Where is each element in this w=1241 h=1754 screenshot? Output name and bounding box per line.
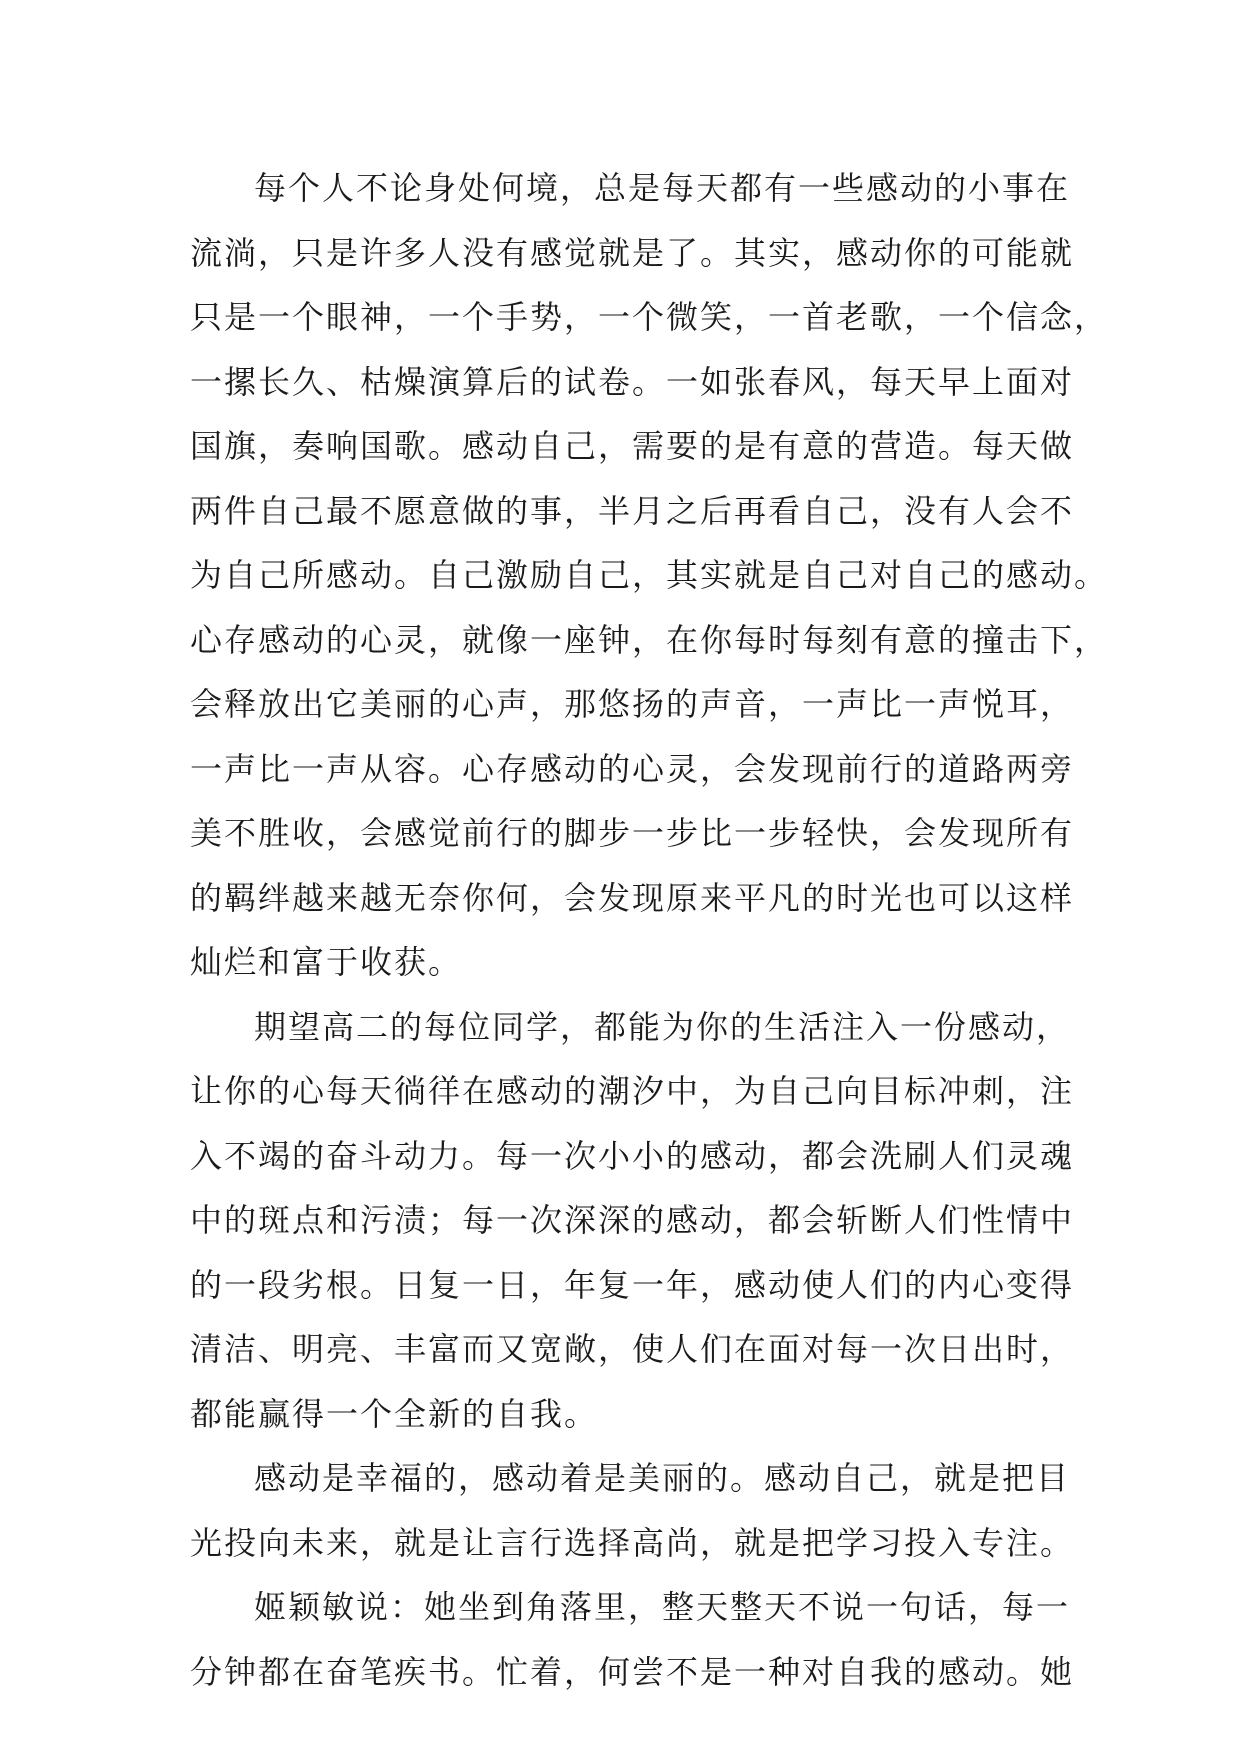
text-line: 心存感动的心灵，就像一座钟，在你每时每刻有意的撞击下， [190,620,1109,659]
text-line: 只是一个眼神，一个手势，一个微笑，一首老歌，一个信念， [190,298,1109,336]
text-line: 每个人不论身处何境，总是每天都有一些感动的小事在 [254,169,1071,207]
text-line: 为自己所感动。自己激励自己，其实就是自己对自己的感动。 [190,556,1109,594]
text-line: 一声比一声从容。心存感动的心灵，会发现前行的道路两旁 [190,749,1075,788]
paragraph-4 [190,1575,1075,1704]
text-line: 分钟都在奋笔疾书。忙着，何尝不是一种对自我的感动。她 [190,1652,1075,1691]
text-line: 清洁、明亮、丰富而又宽敞，使人们在面对每一次日出时， [190,1330,1075,1368]
body-text [190,156,1109,1704]
text-line: 流淌，只是许多人没有感觉就是了。其实，感动你的可能就 [190,233,1075,272]
text-line: 姬颖敏说：她坐到角落里，整天整天不说一句话，每一 [254,1588,1071,1626]
text-line: 灿烂和富于收获。 [190,943,463,981]
text-line: 入不竭的奋斗动力。每一次小小的感动，都会洗刷人们灵魂 [190,1136,1075,1175]
paragraph-1 [190,156,1109,995]
text-line: 会释放出它美丽的心声，那悠扬的声音，一声比一声悦耳， [190,685,1075,723]
paragraph-2 [190,995,1075,1447]
text-line: 的羁绊越来越无奈你何，会发现原来平凡的时光也可以这样 [190,878,1075,917]
text-line: 光投向未来，就是让言行选择高尚，就是把学习投入专注。 [190,1523,1075,1562]
text-line: 一摞长久、枯燥演算后的试卷。一如张春风，每天早上面对 [190,362,1075,401]
paragraph-3 [190,1446,1075,1575]
text-line: 美不胜收，会感觉前行的脚步一步比一步轻快，会发现所有 [190,814,1075,852]
text-line: 感动是幸福的，感动着是美丽的。感动自己，就是把目 [254,1459,1071,1497]
text-line: 都能赢得一个全新的自我。 [190,1394,599,1433]
text-line: 两件自己最不愿意做的事，半月之后再看自己，没有人会不 [190,491,1075,530]
text-line: 让你的心每天徜徉在感动的潮汐中，为自己向目标冲刺，注 [190,1072,1075,1110]
text-line: 期望高二的每位同学，都能为你的生活注入一份感动， [254,1007,1071,1046]
text-line: 国旗，奏响国歌。感动自己，需要的是有意的营造。每天做 [190,427,1075,465]
text-line: 中的斑点和污渍；每一次深深的感动，都会斩断人们性情中 [190,1201,1075,1239]
text-line: 的一段劣根。日复一日，年复一年，感动使人们的内心变得 [190,1265,1075,1304]
